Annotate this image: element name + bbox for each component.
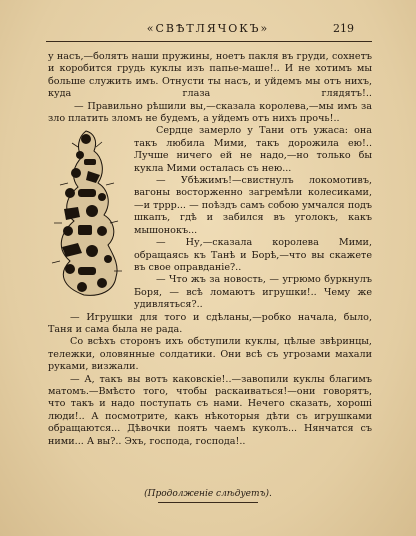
paragraph: — А, такъ вы вотъ каковскіе!..—завопили куклы благимъ матомъ.—Вмѣсто того, чтобы раскаиваться!—они говорятъ, что такъ и надо поступать съ нами. Нечего сказать, хороші люди!.. А посмотрите, какъ нѣкоторыя дѣти съ игрушками обращаются... Дѣвочки поятъ чаемъ куколъ... Нянчатся съ ними... А вы?.. Эхъ, господа, господа!.. — [48, 373, 372, 447]
running-title: «СВѢТЛЯЧОКЪ» — [146, 22, 270, 35]
page-header — [0, 22, 416, 38]
paragraph: — Что жъ за новость, — угрюмо буркнулъ Боря, — всѣ ломаютъ игрушки!.. Чему же удивляться?.. — [134, 274, 372, 311]
paragraph: — Игрушки для того и сдѣланы,—робко начала, было, Таня и сама была не рада. — [48, 311, 372, 335]
continued-note: (Продолженіе слѣдуетъ). — [144, 489, 272, 499]
paragraph: у насъ,—болятъ наши пружины, ноетъ пакля въ груди, сохнетъ и коробится грудь куклы изъ папье-маше!.. И не хотимъ мы больше служить имъ. Отнусти ты насъ, и уйдемъ мы отъ нихъ, куда глаза глядятъ!.. — [48, 51, 372, 100]
toys-column-illustration — [48, 127, 126, 299]
header-rule — [46, 41, 372, 42]
story-text — [48, 51, 372, 448]
paragraph: Сердце замерло у Тани отъ ужаса: она такъ любила Мими, такъ дорожила ею!.. Лучше ничего ей не надо,—но только бы кукла Мими осталась съ нею... — [134, 125, 372, 174]
footer-rule — [158, 502, 258, 503]
page-number: 219 — [333, 22, 354, 35]
paragraph: — Убѣжимъ!—свистнулъ локомотивъ, вагоны восторженно загремѣли колесиками,—и тррр... — поѣздъ самъ собою умчался подъ шкапъ, гдѣ и забился въ уголокъ, какъ мышонокъ... — [134, 175, 372, 236]
paragraph: — Ну,—сказала королева Мими, обращаясь къ Танѣ и Борѣ,—что вы скажете въ свое оправданіе?.. — [134, 237, 372, 273]
paragraph: — Правильно рѣшили вы,—сказала королева,—мы имъ за зло платить зломъ не будемъ, а уйдемъ отъ нихъ прочь!.. — [48, 100, 372, 125]
paragraph: Со всѣхъ сторонъ ихъ обступили куклы, цѣлые звѣринцы, тележки, оловянные солдатики. Они всѣ съ угрозами махали руками, визжали. — [48, 336, 372, 373]
